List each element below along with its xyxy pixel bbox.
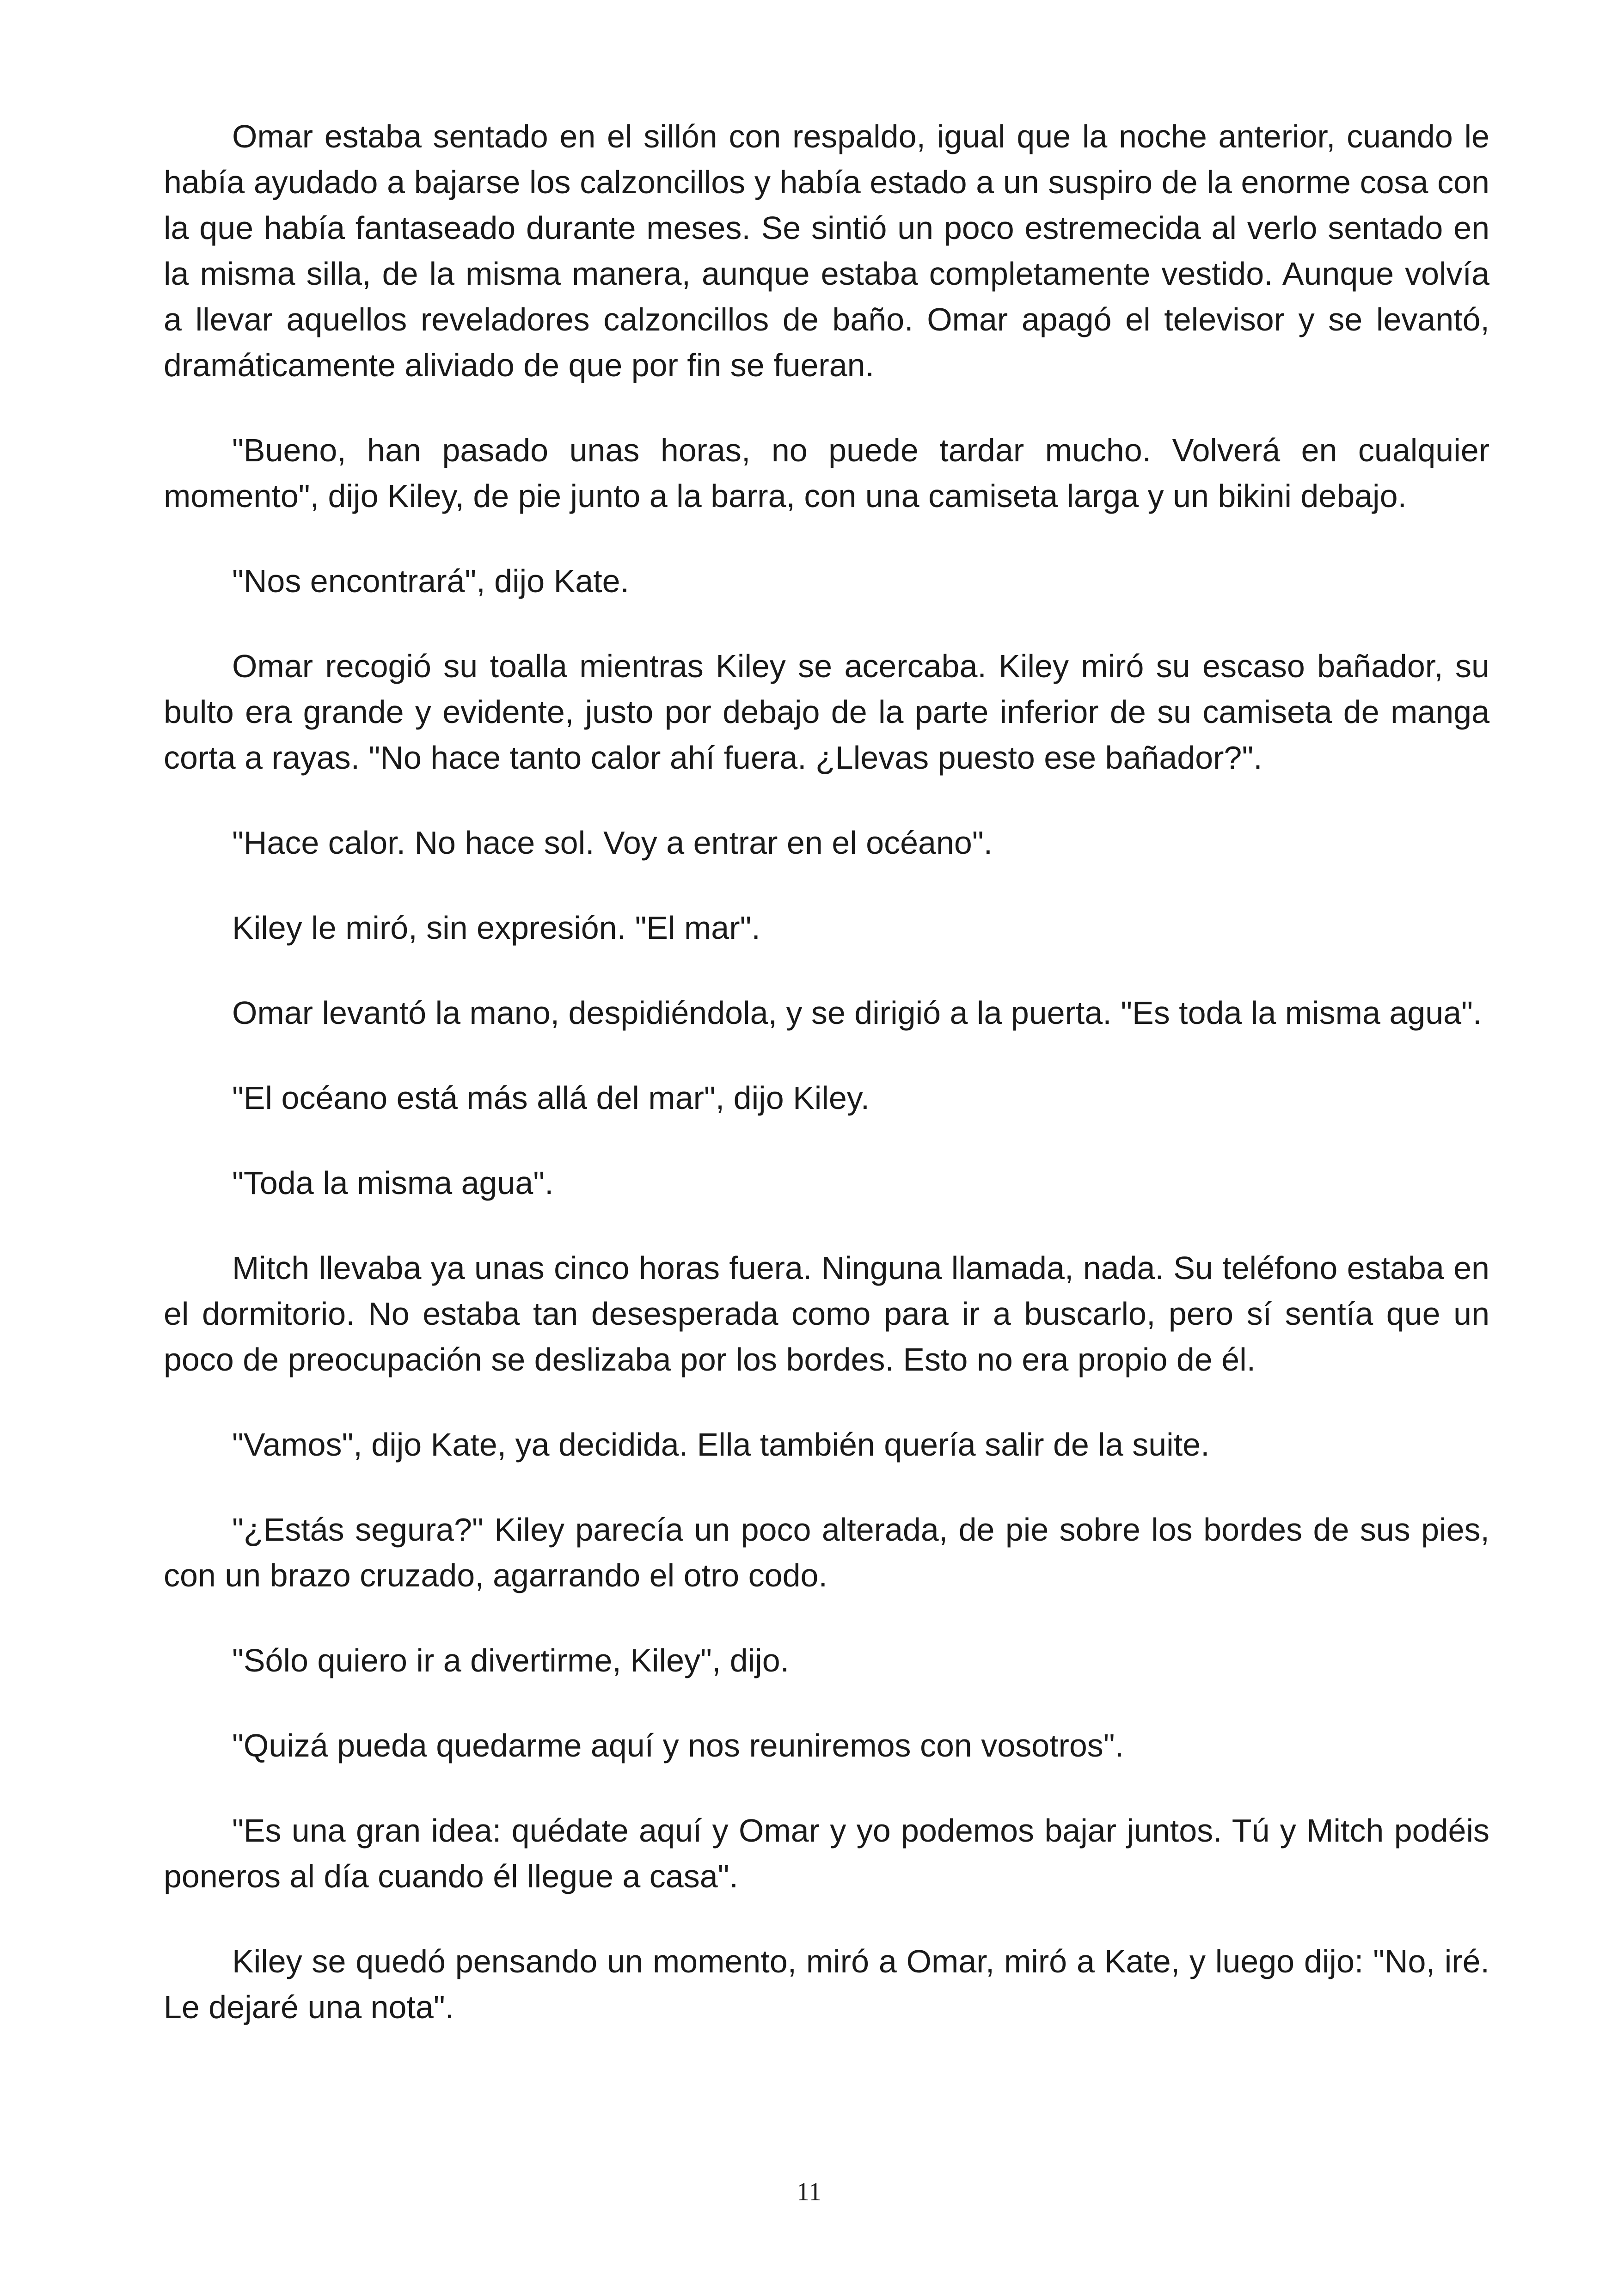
text-body	[164, 114, 1489, 2069]
page-number: 11	[797, 2178, 821, 2206]
paragraph: "Sólo quiero ir a divertirme, Kiley", dijo.	[232, 1642, 790, 1678]
paragraph: Omar estaba sentado en el sillón con respaldo, igual que la noche anterior, cuando le había ayudado a bajarse los calzoncillos y había estado a un suspiro de la enorme cosa con la que había fantaseado durante meses. Se sintió un poco estremecida al verlo sentado en la misma silla, de la misma manera, aunque estaba completamente vestido. Aunque volvía a llevar aquellos reveladores calzoncillos de baño. Omar apagó el televisor y se levantó, dramáticamente aliviado de que por fin se fueran.	[164, 118, 1489, 383]
paragraph: Omar recogió su toalla mientras Kiley se acercaba. Kiley miró su escaso bañador, su bulto era grande y evidente, justo por debajo de la parte inferior de su camiseta de manga corta a rayas. "No hace tanto calor ahí fuera. ¿Llevas puesto ese bañador?".	[164, 648, 1489, 776]
paragraph: "Bueno, han pasado unas horas, no puede tardar mucho. Volverá en cualquier momento", dijo Kiley, de pie junto a la barra, con una camiseta larga y un bikini debajo.	[164, 432, 1489, 514]
paragraph: Kiley le miró, sin expresión. "El mar".	[232, 910, 760, 946]
paragraph: "Toda la misma agua".	[232, 1165, 554, 1201]
paragraph: Omar levantó la mano, despidiéndola, y se dirigió a la puerta. "Es toda la misma agua".	[232, 995, 1482, 1031]
paragraph: "El océano está más allá del mar", dijo Kiley.	[232, 1080, 870, 1116]
paragraph: "Nos encontrará", dijo Kate.	[232, 563, 630, 599]
paragraph: Kiley se quedó pensando un momento, miró a Omar, miró a Kate, y luego dijo: "No, iré. Le dejaré una nota".	[164, 1943, 1489, 2025]
paragraph: "¿Estás segura?" Kiley parecía un poco alterada, de pie sobre los bordes de sus pies, con un brazo cruzado, agarrando el otro codo.	[164, 1512, 1489, 1593]
paragraph: "Vamos", dijo Kate, ya decidida. Ella también quería salir de la suite.	[232, 1427, 1210, 1463]
paragraph: "Hace calor. No hace sol. Voy a entrar en el océano".	[232, 825, 993, 861]
paragraph: "Es una gran idea: quédate aquí y Omar y yo podemos bajar juntos. Tú y Mitch podéis poneros al día cuando él llegue a casa".	[164, 1812, 1489, 1894]
paragraph: Mitch llevaba ya unas cinco horas fuera. Ninguna llamada, nada. Su teléfono estaba en el dormitorio. No estaba tan desesperada como para ir a buscarlo, pero sí sentía que un poco de preocupación se deslizaba por los bordes. Esto no era propio de él.	[164, 1250, 1489, 1378]
paragraph: "Quizá pueda quedarme aquí y nos reuniremos con vosotros".	[232, 1727, 1124, 1763]
